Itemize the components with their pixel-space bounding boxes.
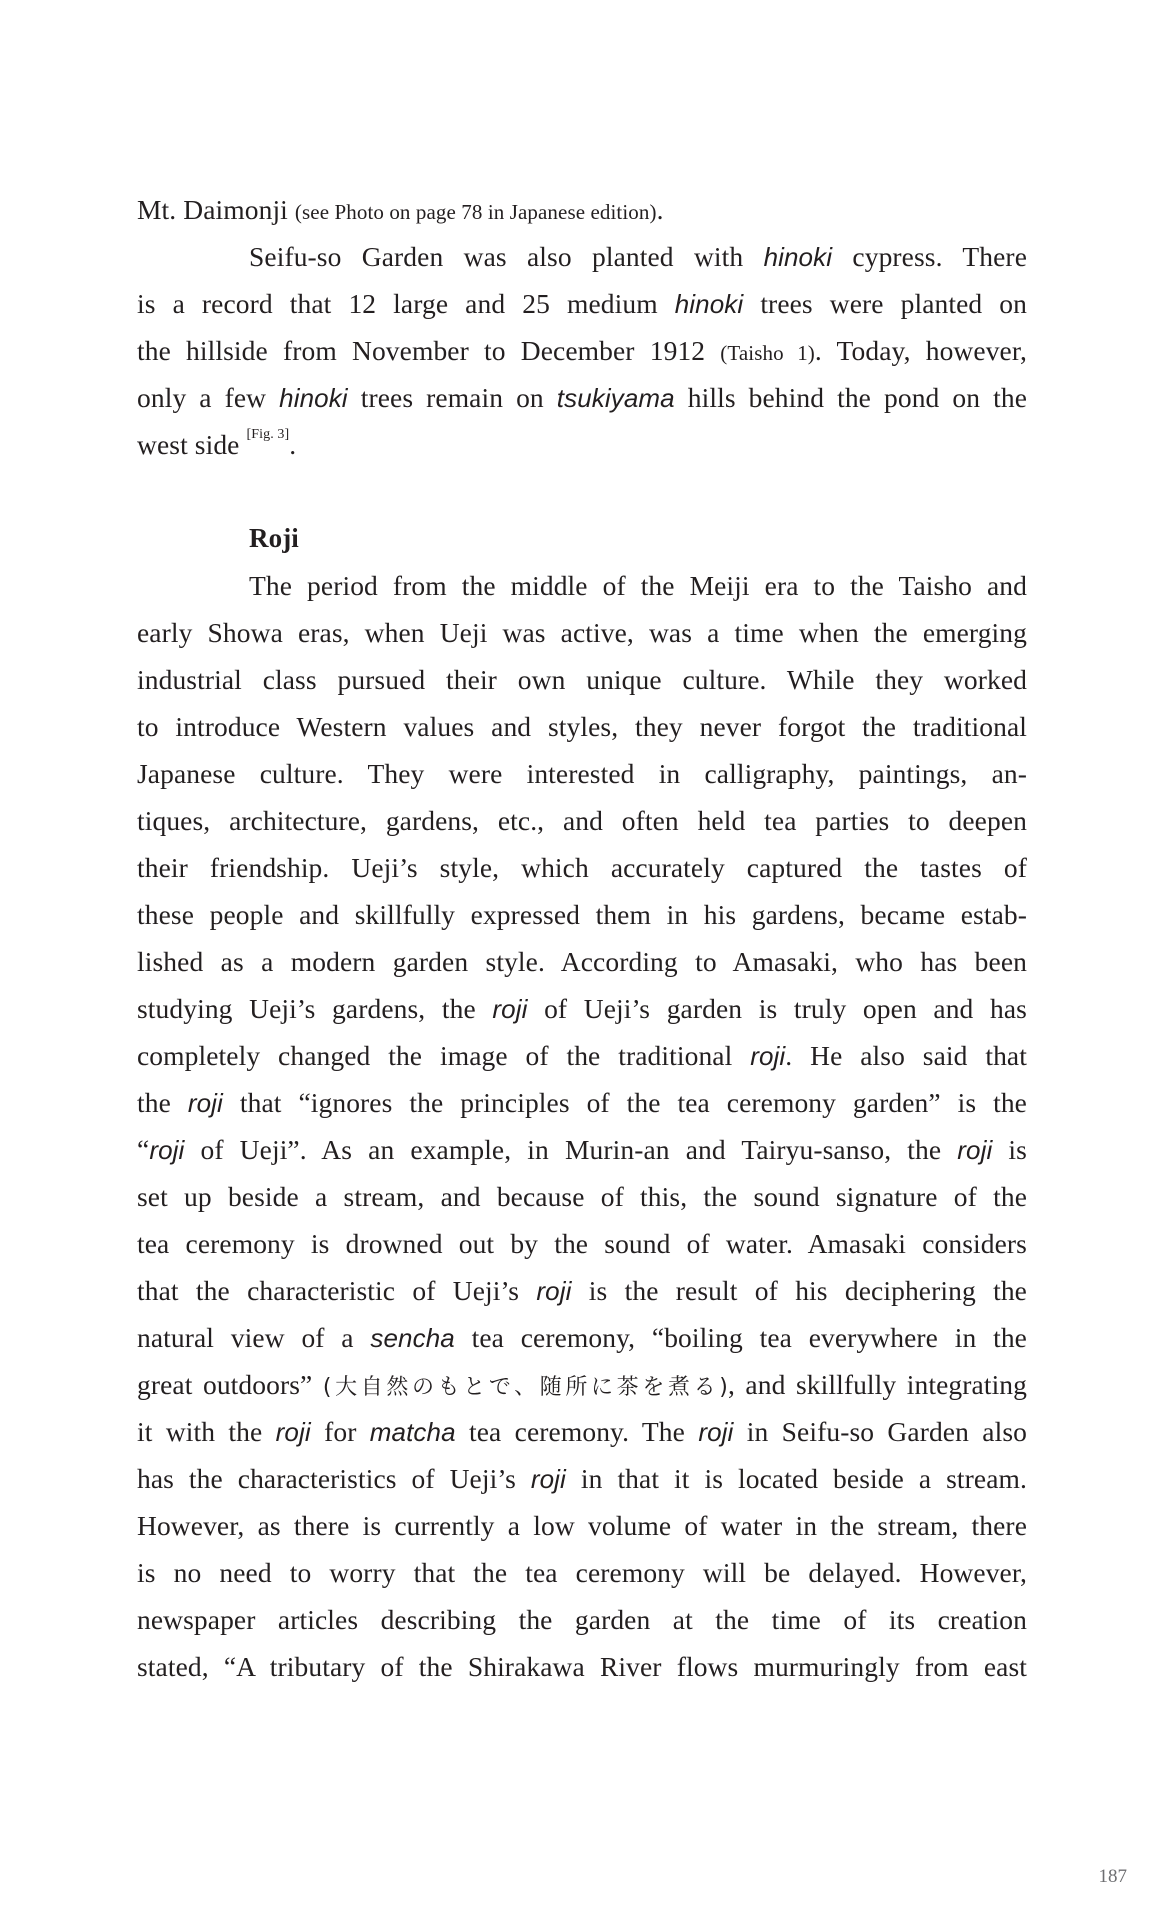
text-line: newspaper articles describing the garden at the time of its creation — [137, 1604, 1027, 1635]
text-line: to introduce Western values and styles, they never forgot the traditional — [137, 711, 1027, 742]
text-line: The period from the middle of the Meiji era to the Taisho and — [249, 570, 1027, 601]
text-line: natural view of a sencha tea ceremony, “boiling tea everywhere in the — [137, 1322, 1027, 1353]
text-line: great outdoors” (大自然のもとで、随所に茶を煮る), and skillfully integrating — [137, 1369, 1028, 1400]
text-line: However, as there is currently a low volume of water in the stream, there — [137, 1510, 1027, 1541]
text-line: tiques, architecture, gardens, etc., and often held tea parties to deepen — [137, 805, 1027, 836]
text-line: industrial class pursued their own unique culture. While they worked — [137, 664, 1027, 695]
text-line: tea ceremony is drowned out by the sound of water. Amasaki considers — [137, 1228, 1027, 1259]
text-line: that the characteristic of Ueji’s roji is the result of his deciphering the — [137, 1275, 1027, 1306]
text-line: is no need to worry that the tea ceremony will be delayed. However, — [137, 1557, 1027, 1588]
page-number: 187 — [1098, 1866, 1127, 1887]
text-line: their friendship. Ueji’s style, which accurately captured the tastes of — [137, 852, 1027, 883]
text-line: “roji of Ueji”. As an example, in Murin-an and Tairyu-sanso, the roji is — [137, 1134, 1027, 1165]
text-line: early Showa eras, when Ueji was active, was a time when the emerging — [137, 617, 1027, 648]
paragraph-gap — [137, 468, 1027, 515]
text-line: stated, “A tributary of the Shirakawa River flows murmuringly from east — [137, 1651, 1027, 1682]
text-line: the hillside from November to December 1912 (Taisho 1). Today, however, — [137, 335, 1027, 366]
text-line: Seifu-so Garden was also planted with hinoki cypress. There — [249, 241, 1027, 272]
body-text — [137, 186, 1027, 1690]
japanese-quote: (大自然のもとで、随所に茶を煮る) — [322, 1375, 728, 1400]
text-line: is a record that 12 large and 25 medium hinoki trees were planted on — [137, 288, 1028, 319]
figure-reference: [Fig. 3] — [246, 427, 290, 442]
text-line: these people and skillfully expressed them in his gardens, became estab- — [137, 899, 1027, 930]
text-line: set up beside a stream, and because of this, the sound signature of the — [137, 1181, 1027, 1212]
text-line: it with the roji for matcha tea ceremony. The roji in Seifu-so Garden also — [137, 1416, 1027, 1447]
text-line: Mt. Daimonji (see Photo on page 78 in Japanese edition). — [137, 194, 664, 225]
section-heading: Roji — [249, 523, 299, 553]
text-line: has the characteristics of Ueji’s roji in that it is located beside a stream. — [137, 1463, 1028, 1494]
text-line: the roji that “ignores the principles of the tea ceremony garden” is the — [137, 1087, 1027, 1118]
text-line: west side [Fig. 3]. — [137, 427, 297, 460]
text-line: studying Ueji’s gardens, the roji of Ueji’s garden is truly open and has — [137, 993, 1027, 1024]
text-line: lished as a modern garden style. According to Amasaki, who has been — [137, 946, 1027, 977]
text-line: Japanese culture. They were interested in calligraphy, paintings, an- — [137, 758, 1027, 789]
text-line: completely changed the image of the traditional roji. He also said that — [137, 1040, 1027, 1071]
text-line: only a few hinoki trees remain on tsukiyama hills behind the pond on the — [137, 382, 1028, 413]
